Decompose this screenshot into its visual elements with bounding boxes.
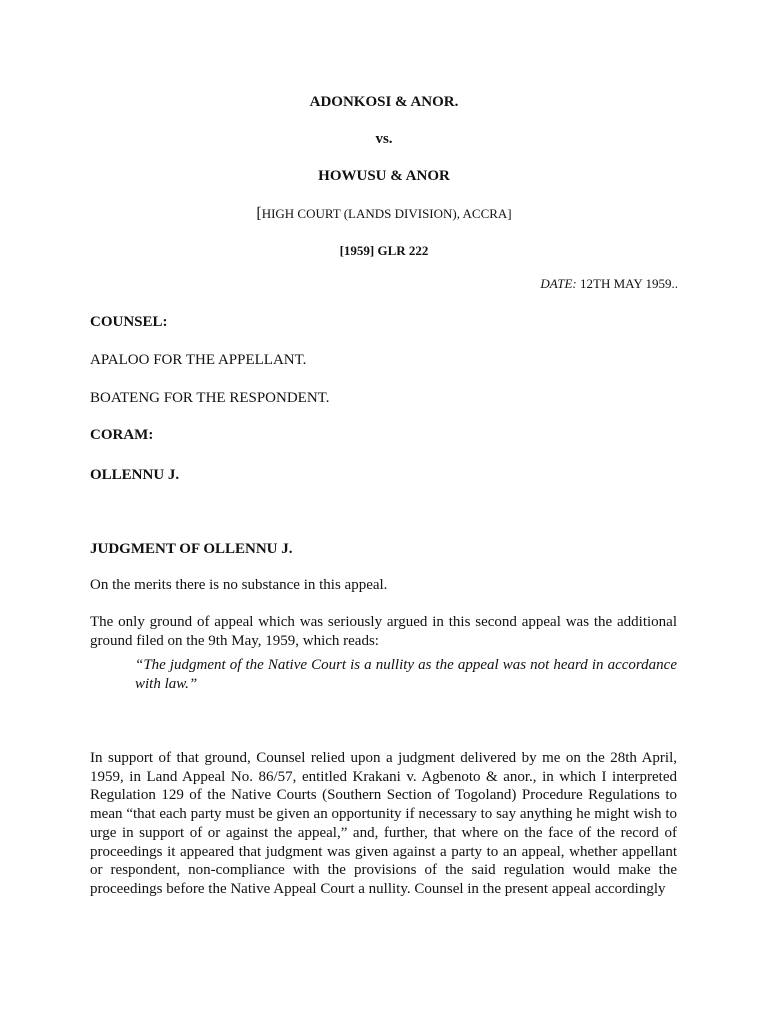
judgment-paragraph-1: On the merits there is no substance in this appeal. <box>90 577 388 593</box>
date-label: DATE: <box>540 276 577 291</box>
quoted-ground-of-appeal: “The judgment of the Native Court is a nullity as the appeal was not heard in accordance with law.” <box>135 657 677 692</box>
judgment-date <box>540 276 678 292</box>
counsel-appellant: APALOO FOR THE APPELLANT. <box>90 352 307 368</box>
judgment-paragraph-3: In support of that ground, Counsel relied upon a judgment delivered by me on the 28th April, 1959, in Land Appeal No. 86/57, entitled Krakani v. Agbenoto & anor., in which I interpreted Regulation 129 of the Native Courts (Southern Section of Togoland) Procedure Regulations to mean “that each party must be given an opportunity if necessary to say anything he might wish to urge in support of or against the appeal,” and, further, that where on the face of the record of proceedings it appeared that judgment was given against a party to an appeal, whether appellant or respondent, non-compliance with the provisions of the said regulation would make the proceedings before the Native Appeal Court a nullity. Counsel in the present appeal accordingly <box>90 750 677 897</box>
judgment-heading: JUDGMENT OF OLLENNU J. <box>90 541 293 557</box>
counsel-heading: COUNSEL: <box>90 314 168 330</box>
court-line <box>0 205 768 223</box>
court-name: HIGH COURT (LANDS DIVISION), ACCRA] <box>261 206 512 221</box>
date-value: 12TH MAY 1959.. <box>576 276 678 291</box>
court-bracket: [ <box>256 205 262 222</box>
coram-judge: OLLENNU J. <box>90 467 180 483</box>
coram-heading: CORAM: <box>90 427 154 443</box>
party-appellant-title: ADONKOSI & ANOR. <box>309 94 459 110</box>
counsel-respondent: BOATENG FOR THE RESPONDENT. <box>90 390 330 406</box>
versus-label: vs. <box>375 131 393 147</box>
judgment-paragraph-2: The only ground of appeal which was seriously argued in this second appeal was the additional ground filed on the 9th May, 1959, which reads: <box>90 614 677 649</box>
party-respondent-title: HOWUSU & ANOR <box>318 168 450 184</box>
case-citation: [1959] GLR 222 <box>339 243 429 258</box>
